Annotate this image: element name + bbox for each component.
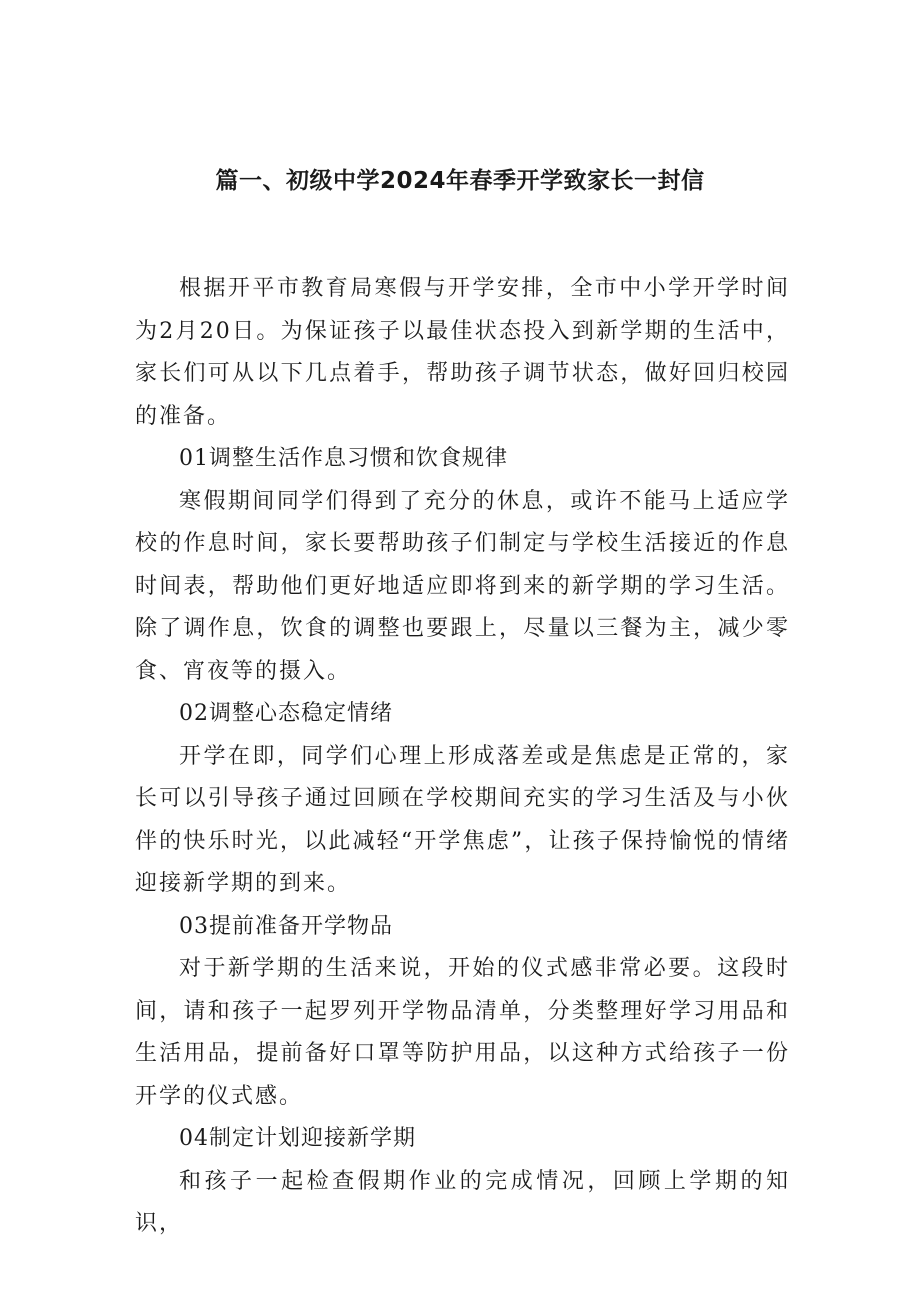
section-text-01: 寒假期间同学们得到了充分的休息，或许不能马上适应学校的作息时间，家长要帮助孩子们制定与学校生活接近的作息时间表，帮助他们更好地适应即将到来的新学期的学习生活。除了调作息，饮食的调整也要跟上，尽量以三餐为主，减少零食、宵夜等的摄入。 (135, 488, 790, 684)
section-text-02: 开学在即，同学们心理上形成落差或是焦虑是正常的，家长可以引导孩子通过回顾在学校期间充实的学习生活及与小伙伴的快乐时光，以此减轻“开学焦虑”，让孩子保持愉悦的情绪迎接新学期的到来。 (135, 743, 790, 896)
section-heading-01: 01调整生活作息习惯和饮食规律 (179, 446, 508, 471)
section-text-03: 对于新学期的生活来说，开始的仪式感非常必要。这段时间，请和孩子一起罗列开学物品清单，分类整理好学习用品和生活用品，提前备好口罩等防护用品，以这种方式给孩子一份开学的仪式感。 (135, 956, 790, 1109)
document-title: 篇一、初级中学2024年春季开学致家长一封信 (215, 168, 705, 194)
section-heading-02: 02调整心态稳定情绪 (179, 701, 393, 726)
section-heading-04: 04制定计划迎接新学期 (179, 1126, 416, 1151)
intro-paragraph: 根据开平市教育局寒假与开学安排，全市中小学开学时间为2月20日。为保证孩子以最佳状态投入到新学期的生活中，家长们可从以下几点着手，帮助孩子调节状态，做好回归校园的准备。 (135, 276, 790, 429)
section-heading-03: 03提前准备开学物品 (179, 913, 393, 939)
document-body (135, 268, 790, 1246)
section-text-04: 和孩子一起检查假期作业的完成情况，回顾上学期的知识， (135, 1168, 790, 1236)
